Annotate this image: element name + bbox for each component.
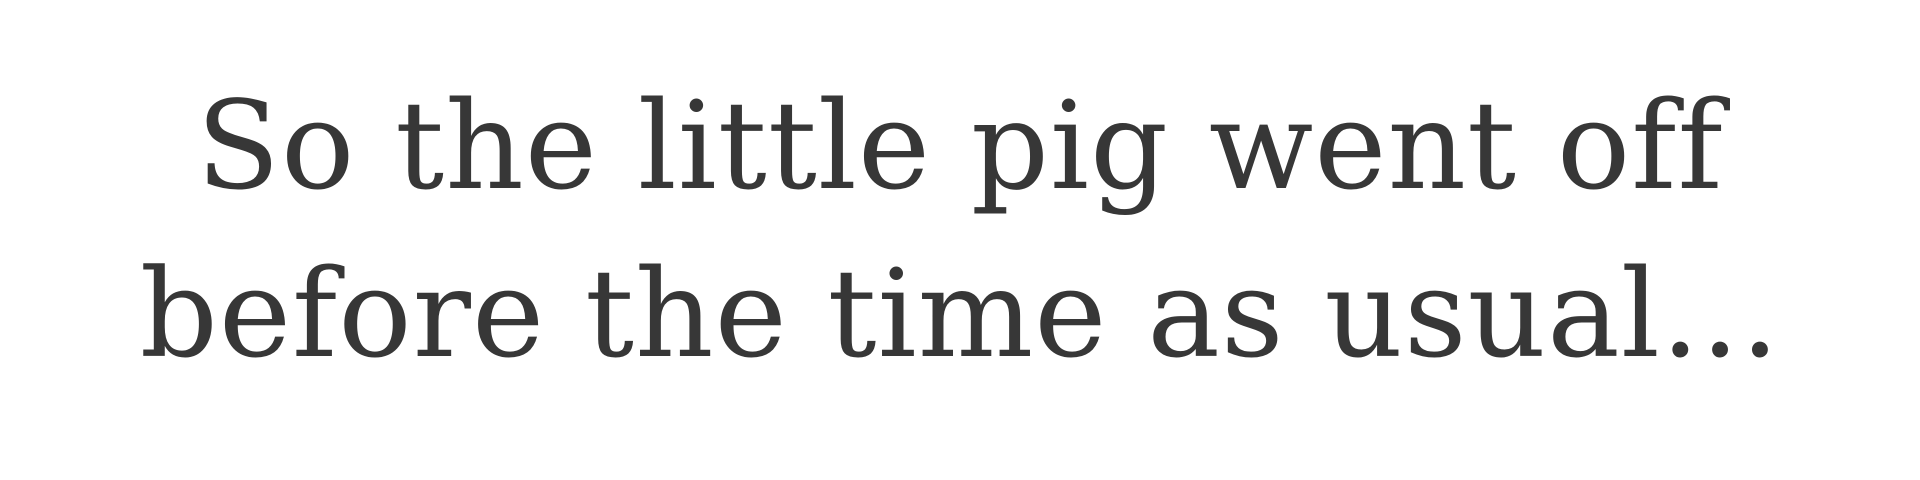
caption-line-2: before the time as usual... [139,243,1781,385]
caption-line-1: So the little pig went off [196,75,1724,217]
